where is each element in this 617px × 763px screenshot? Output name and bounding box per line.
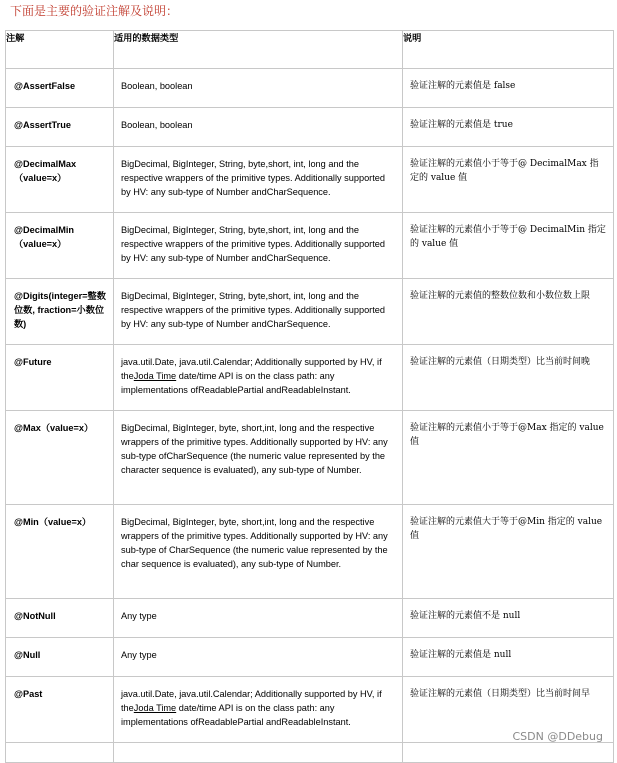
validation-annotations-table [5,30,614,763]
table-row [6,743,614,763]
annotation-description: 验证注解的元素值是 false [410,81,516,91]
applicable-types: BigDecimal, BigInteger, String, byte,short, int, long and the respective wrappers of the primitive types. Additionally supported by HV: any sub-type of Number andCharSequence. [121,159,386,197]
annotation-name: @AssertFalse [14,81,76,91]
applicable-types: java.util.Date, java.util.Calendar; Additionally supported by HV, if theJoda Time date/time API is on the class path: any implementations ofReadablePartial andReadableInstant. [121,357,382,395]
applicable-types: BigDecimal, BigInteger, byte, short,int, long and the respective wrappers of the primitive types. Additionally supported by HV: any sub-type ofCharSequence (the numeric value represented by the character sequence is evaluated), any sub-type of Number. [121,423,388,475]
applicable-types: Boolean, boolean [121,81,193,91]
annotation-description: 验证注解的元素值是 true [410,120,513,130]
annotation-name: @Digits(integer=整数位数, fraction=小数位数) [14,291,106,329]
annotation-description: 验证注解的元素值（日期类型）比当前时间晚 [410,357,591,367]
annotation-name: @DecimalMax（value=x） [14,159,77,183]
annotation-name: @Future [14,357,52,367]
table-row [6,345,614,411]
annotation-description: 验证注解的元素值是 null [410,650,512,660]
table-row [6,69,614,108]
header-description: 说明 [403,31,614,69]
table-row [6,411,614,505]
annotation-description: 验证注解的元素值（日期类型）比当前时间早 [410,689,591,699]
annotation-description: 验证注解的元素值大于等于@Min 指定的 value 值 [410,517,603,541]
joda-time-link[interactable]: Joda Time [133,703,177,713]
annotation-description: 验证注解的元素值小于等于@ DecimalMax 指定的 value 值 [410,159,599,183]
annotation-name: @AssertTrue [14,120,71,130]
applicable-types: Boolean, boolean [121,120,193,130]
table-row [6,599,614,638]
header-types: 适用的数据类型 [114,31,403,69]
annotation-description: 验证注解的元素值小于等于@Max 指定的 value 值 [410,423,604,447]
section-heading: 下面是主要的验证注解及说明： [10,4,179,18]
table-row [6,638,614,677]
table-row [6,213,614,279]
table-row [6,108,614,147]
header-annotation: 注解 [6,31,114,69]
applicable-types: BigDecimal, BigInteger, byte, short,int, long and the respective wrappers of the primitive types. Additionally supported by HV: any sub-type of CharSequence (the numeric value represented by the char sequence is evaluated), any sub-type of Number. [121,517,388,569]
applicable-types: java.util.Date, java.util.Calendar; Additionally supported by HV, if theJoda Time date/time API is on the class path: any implementations ofReadablePartial andReadableInstant. [121,689,382,727]
annotation-name: @NotNull [14,611,56,621]
applicable-types: Any type [121,611,157,621]
annotation-description: 验证注解的元素值小于等于@ DecimalMin 指定的 value 值 [410,225,606,249]
applicable-types: Any type [121,650,157,660]
applicable-types: BigDecimal, BigInteger, String, byte,short, int, long and the respective wrappers of the primitive types. Additionally supported by HV: any sub-type of Number andCharSequence. [121,291,386,329]
annotation-name: @Max（value=x） [14,423,94,433]
annotation-name: @Min（value=x） [14,517,92,527]
watermark: CSDN @DDebug [512,730,603,743]
annotation-name: @Past [14,689,43,699]
table-row [6,147,614,213]
annotation-name: @Null [14,650,41,660]
table-row [6,279,614,345]
applicable-types: BigDecimal, BigInteger, String, byte,short, int, long and the respective wrappers of the primitive types. Additionally supported by HV: any sub-type of Number andCharSequence. [121,225,386,263]
table-row [6,505,614,599]
joda-time-link[interactable]: Joda Time [133,371,177,381]
annotation-description: 验证注解的元素值的整数位数和小数位数上限 [410,291,591,301]
annotation-description: 验证注解的元素值不是 null [410,611,521,621]
annotation-name: @DecimalMin（value=x） [14,225,75,249]
